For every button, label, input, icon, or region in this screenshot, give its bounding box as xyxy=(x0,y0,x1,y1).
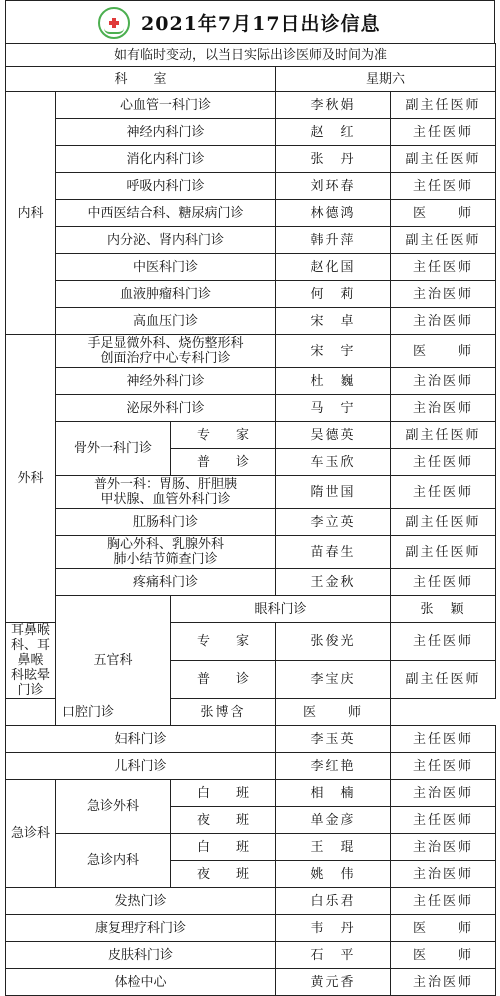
doctor-title: 医 师 xyxy=(391,942,496,969)
doctor-title: 医 师 xyxy=(391,915,496,942)
clinic-name: 血液肿瘤科门诊 xyxy=(56,281,276,308)
clinic-name: 口腔门诊 xyxy=(6,699,171,726)
clinic-line: 胸心外科、乳腺外科 xyxy=(106,537,224,552)
doctor-name: 宋 卓 xyxy=(276,308,391,335)
clinic-name: 妇科门诊 xyxy=(6,726,276,753)
clinic-line: 肺小结节筛查门诊 xyxy=(113,552,218,567)
clinic-name: 急诊外科 xyxy=(56,780,171,834)
department-header: 科 室 xyxy=(6,67,276,92)
group-neike: 内科 xyxy=(6,92,56,335)
doctor-title: 主任医师 xyxy=(391,888,496,915)
clinic-line: 耳鼻喉科、耳鼻喉 xyxy=(10,623,50,668)
doctor-title: 主任医师 xyxy=(391,476,496,509)
session-type: 白 班 xyxy=(171,780,276,807)
clinic-line: 甲状腺、血管外科门诊 xyxy=(100,492,231,507)
doctor-title: 副主任医师 xyxy=(391,509,496,536)
doctor-title: 主任医师 xyxy=(391,753,496,780)
clinic-name: 中医科门诊 xyxy=(56,254,276,281)
doctor-name: 相 楠 xyxy=(276,780,391,807)
doctor-title: 主任医师 xyxy=(391,254,496,281)
doctor-name: 苗春生 xyxy=(276,536,391,569)
doctor-title: 医 师 xyxy=(276,699,391,726)
clinic-name: 泌尿外科门诊 xyxy=(56,395,276,422)
session-type: 夜 班 xyxy=(171,861,276,888)
doctor-name: 张俊光 xyxy=(276,623,391,661)
clinic-name: 疼痛科门诊 xyxy=(56,569,276,596)
clinic-name: 骨外一科门诊 xyxy=(56,422,171,476)
doctor-title: 主治医师 xyxy=(391,861,496,888)
doctor-name: 李立英 xyxy=(276,509,391,536)
doctor-title: 主任医师 xyxy=(391,623,496,661)
doctor-title: 主任医师 xyxy=(391,173,496,200)
doctor-name: 何 莉 xyxy=(276,281,391,308)
doctor-name: 王金秋 xyxy=(276,569,391,596)
doctor-title: 主治医师 xyxy=(391,780,496,807)
clinic-name: 呼吸内科门诊 xyxy=(56,173,276,200)
doctor-name: 张 颖 xyxy=(391,596,496,623)
doctor-name: 黄元香 xyxy=(276,969,391,996)
doctor-name: 石 平 xyxy=(276,942,391,969)
clinic-name xyxy=(56,536,276,569)
session-type: 专 家 xyxy=(171,623,276,661)
doctor-name: 姚 伟 xyxy=(276,861,391,888)
group-waike: 外科 xyxy=(6,335,56,623)
clinic-name: 皮肤科门诊 xyxy=(6,942,276,969)
clinic-name xyxy=(6,623,56,699)
clinic-name: 高血压门诊 xyxy=(56,308,276,335)
doctor-title: 副主任医师 xyxy=(391,227,496,254)
schedule-table xyxy=(5,43,496,996)
clinic-name: 神经内科门诊 xyxy=(56,119,276,146)
notice: 如有临时变动，以当日实际出诊医师及时间为准 xyxy=(6,44,496,67)
clinic-name: 急诊内科 xyxy=(56,834,171,888)
doctor-name: 林德鸿 xyxy=(276,200,391,227)
doctor-title: 主任医师 xyxy=(391,807,496,834)
doctor-title: 副主任医师 xyxy=(391,92,496,119)
doctor-title: 主治医师 xyxy=(391,969,496,996)
clinic-name xyxy=(56,476,276,509)
doctor-title: 医 师 xyxy=(391,200,496,227)
clinic-name: 心血管一科门诊 xyxy=(56,92,276,119)
doctor-name: 李秋娟 xyxy=(276,92,391,119)
doctor-name: 李宝庆 xyxy=(276,661,391,699)
clinic-line: 手足显微外科、烧伤整形科 xyxy=(87,336,244,351)
session-type: 普 诊 xyxy=(171,661,276,699)
day-header: 星期六 xyxy=(276,67,496,92)
group-wuguan: 五官科 xyxy=(56,596,171,726)
clinic-name: 发热门诊 xyxy=(6,888,276,915)
doctor-name: 张 丹 xyxy=(276,146,391,173)
session-type: 专 家 xyxy=(171,422,276,449)
doctor-name: 白乐君 xyxy=(276,888,391,915)
session-type: 夜 班 xyxy=(171,807,276,834)
clinic-name: 体检中心 xyxy=(6,969,276,996)
doctor-title: 主治医师 xyxy=(391,368,496,395)
doctor-title: 主治医师 xyxy=(391,308,496,335)
doctor-name: 李玉英 xyxy=(276,726,391,753)
doctor-title: 主任医师 xyxy=(391,449,496,476)
page-title: 2021年7月17日出诊信息 xyxy=(141,13,381,35)
clinic-line: 普外一科：胃肠、肝胆胰 xyxy=(93,477,237,492)
group-jizhen: 急诊科 xyxy=(6,780,56,888)
clinic-name: 康复理疗科门诊 xyxy=(6,915,276,942)
doctor-name: 马 宁 xyxy=(276,395,391,422)
clinic-name: 儿科门诊 xyxy=(6,753,276,780)
title-bar xyxy=(5,0,495,43)
session-type: 白 班 xyxy=(171,834,276,861)
doctor-name: 车玉欣 xyxy=(276,449,391,476)
doctor-name: 单金彦 xyxy=(276,807,391,834)
doctor-title: 主任医师 xyxy=(391,569,496,596)
clinic-line: 科眩晕门诊 xyxy=(10,668,50,698)
doctor-title: 副主任医师 xyxy=(391,146,496,173)
doctor-name: 杜 巍 xyxy=(276,368,391,395)
clinic-name: 眼科门诊 xyxy=(171,596,391,623)
doctor-name: 王 琨 xyxy=(276,834,391,861)
doctor-name: 赵化国 xyxy=(276,254,391,281)
clinic-name xyxy=(56,335,276,368)
doctor-title: 副主任医师 xyxy=(391,661,496,699)
doctor-name: 赵 红 xyxy=(276,119,391,146)
doctor-title: 副主任医师 xyxy=(391,422,496,449)
hospital-logo-icon xyxy=(98,7,130,39)
doctor-title: 主治医师 xyxy=(391,834,496,861)
doctor-title: 医 师 xyxy=(391,335,496,368)
doctor-title: 副主任医师 xyxy=(391,536,496,569)
clinic-name: 神经外科门诊 xyxy=(56,368,276,395)
doctor-name: 宋 宇 xyxy=(276,335,391,368)
clinic-name: 内分泌、肾内科门诊 xyxy=(56,227,276,254)
doctor-name: 刘环春 xyxy=(276,173,391,200)
doctor-name: 张博含 xyxy=(171,699,276,726)
session-type: 普 诊 xyxy=(171,449,276,476)
doctor-name: 隋世国 xyxy=(276,476,391,509)
doctor-name: 吴德英 xyxy=(276,422,391,449)
doctor-title: 主任医师 xyxy=(391,119,496,146)
clinic-line: 创面治疗中心专科门诊 xyxy=(100,351,231,366)
clinic-name: 消化内科门诊 xyxy=(56,146,276,173)
doctor-title: 主治医师 xyxy=(391,281,496,308)
doctor-name: 韩升萍 xyxy=(276,227,391,254)
doctor-title: 主治医师 xyxy=(391,395,496,422)
clinic-name: 中西医结合科、糖尿病门诊 xyxy=(56,200,276,227)
doctor-name: 李红艳 xyxy=(276,753,391,780)
schedule-sheet xyxy=(5,0,495,990)
doctor-title: 主任医师 xyxy=(391,726,496,753)
clinic-name: 肛肠科门诊 xyxy=(56,509,276,536)
doctor-name: 韦 丹 xyxy=(276,915,391,942)
